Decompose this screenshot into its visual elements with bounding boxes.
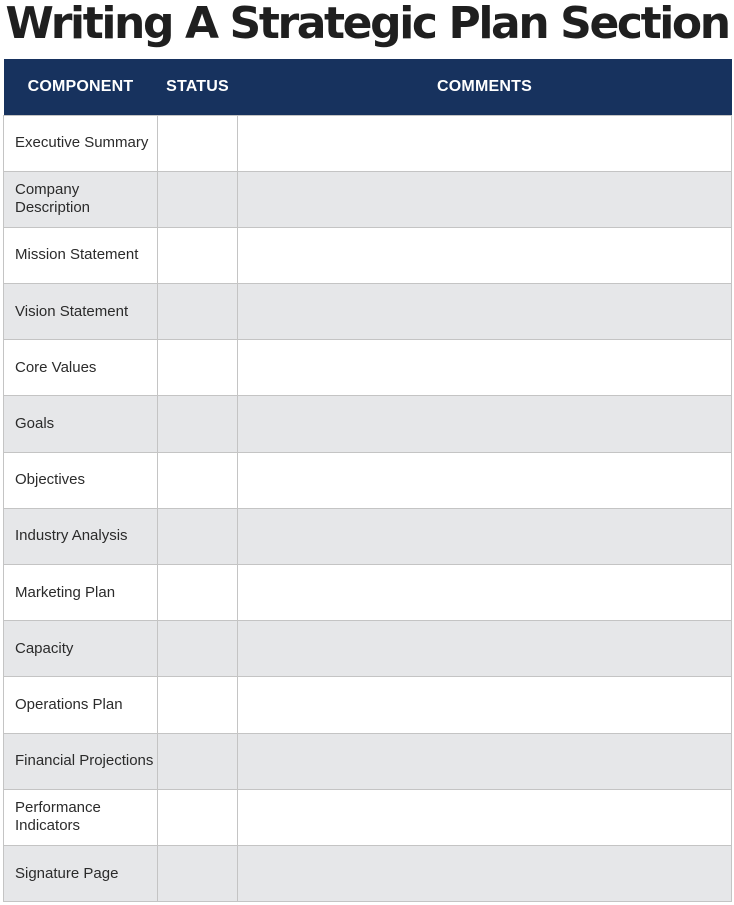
status-cell[interactable] [158, 508, 238, 564]
component-cell: Capacity [4, 621, 158, 677]
table-row [4, 284, 732, 340]
table-body [4, 115, 732, 902]
component-cell: Company Description [4, 171, 158, 227]
component-cell: Operations Plan [4, 677, 158, 733]
component-cell: Vision Statement [4, 284, 158, 340]
comments-cell[interactable] [238, 621, 732, 677]
status-cell[interactable] [158, 284, 238, 340]
table-row [4, 396, 732, 452]
comments-cell[interactable] [238, 508, 732, 564]
comments-cell[interactable] [238, 733, 732, 789]
component-cell: Signature Page [4, 845, 158, 901]
table-row [4, 171, 732, 227]
comments-cell[interactable] [238, 677, 732, 733]
strategic-plan-table [3, 59, 732, 902]
comments-cell[interactable] [238, 171, 732, 227]
component-cell: Goals [4, 396, 158, 452]
table-row [4, 789, 732, 845]
status-cell[interactable] [158, 733, 238, 789]
column-header-status: STATUS [166, 77, 229, 95]
component-cell: Core Values [4, 340, 158, 396]
status-cell[interactable] [158, 115, 238, 171]
status-cell[interactable] [158, 621, 238, 677]
comments-cell[interactable] [238, 789, 732, 845]
comments-cell[interactable] [238, 227, 732, 283]
component-cell: Performance Indicators [4, 789, 158, 845]
component-cell: Marketing Plan [4, 565, 158, 621]
comments-cell[interactable] [238, 115, 732, 171]
comments-cell[interactable] [238, 284, 732, 340]
table-row [4, 565, 732, 621]
comments-cell[interactable] [238, 340, 732, 396]
page-title: Writing A Strategic Plan Section [5, 0, 729, 49]
component-cell: Mission Statement [4, 227, 158, 283]
table-row [4, 452, 732, 508]
table-header-row [4, 59, 732, 115]
component-cell: Executive Summary [4, 115, 158, 171]
status-cell[interactable] [158, 452, 238, 508]
status-cell[interactable] [158, 565, 238, 621]
status-cell[interactable] [158, 396, 238, 452]
table-row [4, 845, 732, 901]
component-cell: Financial Projections [4, 733, 158, 789]
status-cell[interactable] [158, 340, 238, 396]
table-row [4, 227, 732, 283]
comments-cell[interactable] [238, 565, 732, 621]
table-row [4, 621, 732, 677]
column-header-comments: COMMENTS [437, 77, 532, 95]
column-header-component: COMPONENT [27, 77, 134, 95]
status-cell[interactable] [158, 227, 238, 283]
comments-cell[interactable] [238, 396, 732, 452]
component-cell: Objectives [4, 452, 158, 508]
table-row [4, 340, 732, 396]
status-cell[interactable] [158, 789, 238, 845]
comments-cell[interactable] [238, 845, 732, 901]
table-row [4, 115, 732, 171]
component-cell: Industry Analysis [4, 508, 158, 564]
comments-cell[interactable] [238, 452, 732, 508]
table-row [4, 733, 732, 789]
status-cell[interactable] [158, 845, 238, 901]
table-row [4, 508, 732, 564]
table-row [4, 677, 732, 733]
status-cell[interactable] [158, 171, 238, 227]
status-cell[interactable] [158, 677, 238, 733]
